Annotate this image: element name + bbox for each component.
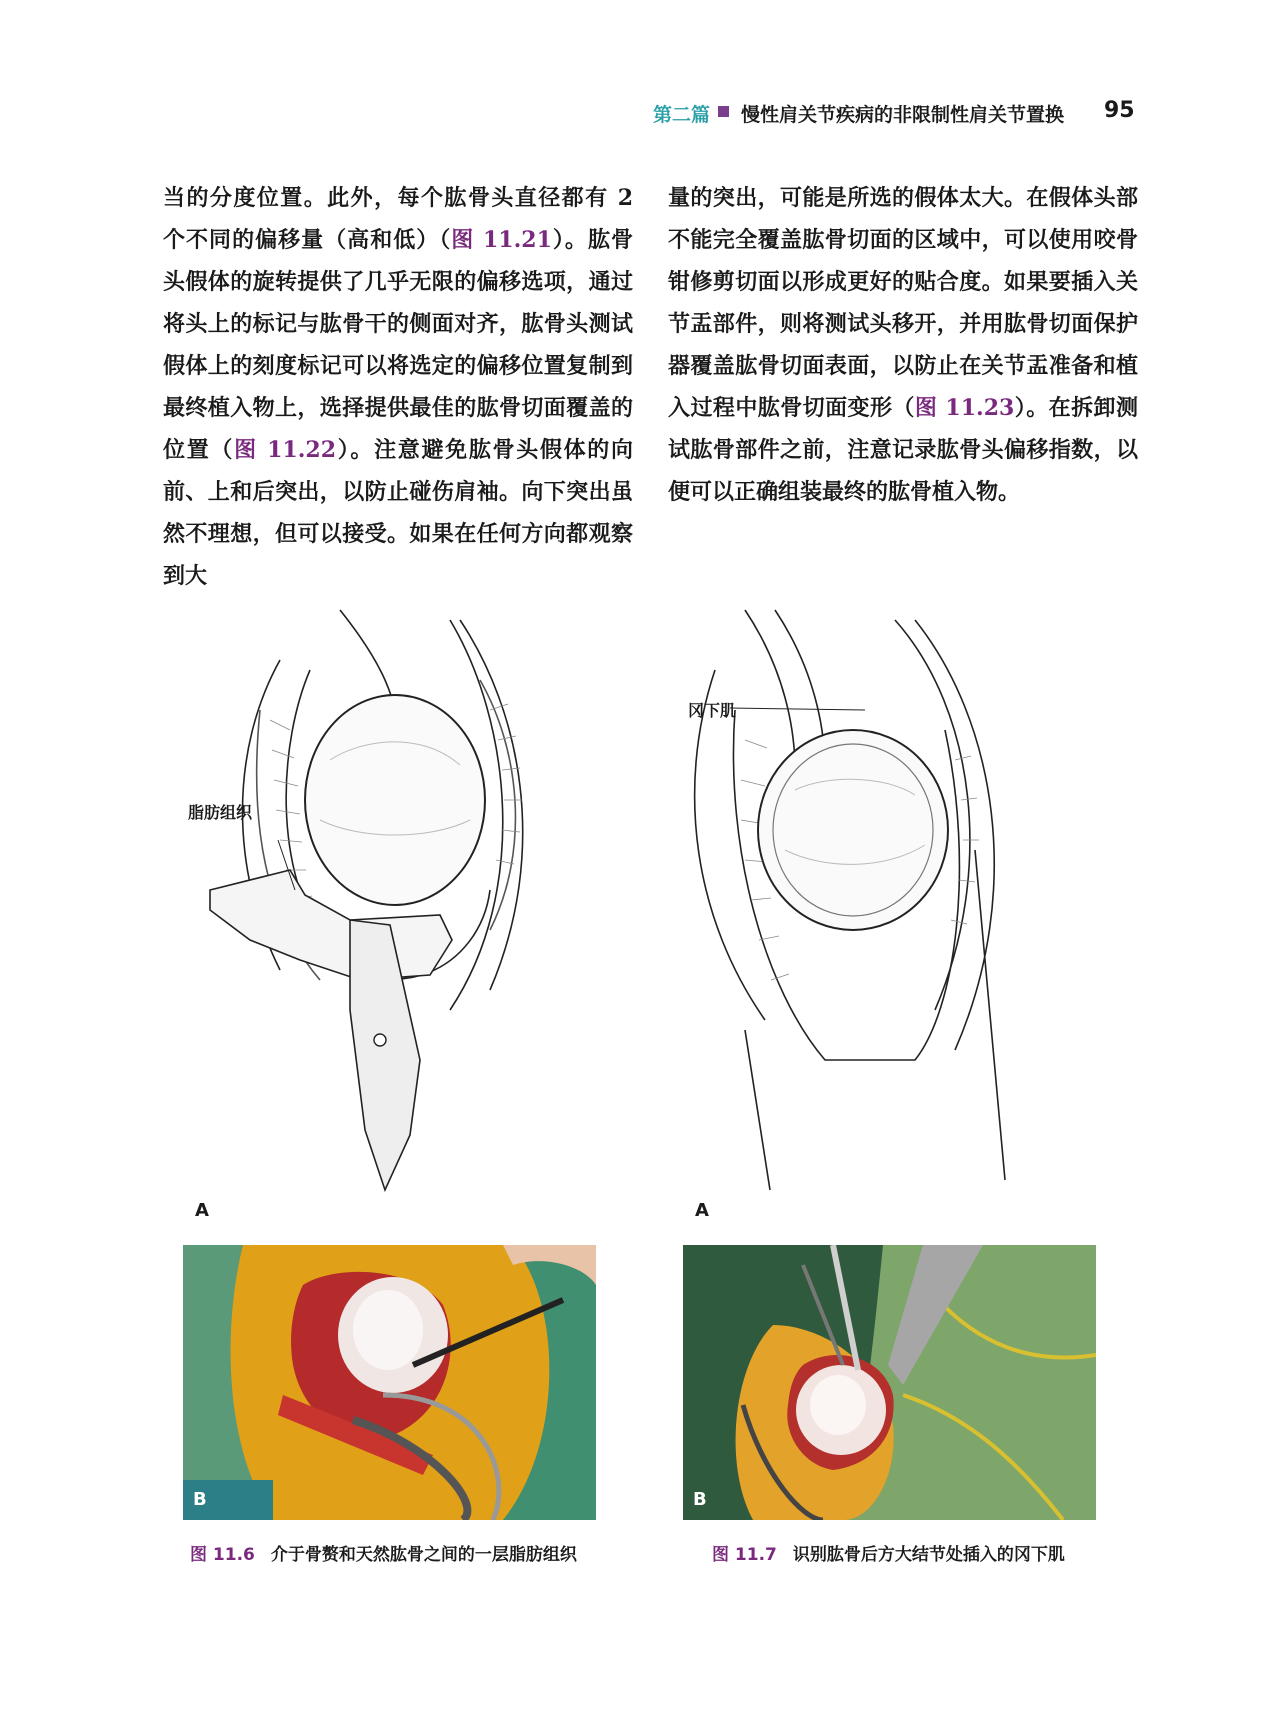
callout-infraspinatus: 冈下肌: [688, 701, 737, 720]
callout-fat-tissue: 脂肪组织: [188, 803, 253, 822]
panel-letter-a-left: A: [195, 1200, 209, 1221]
figure-number: 图 11.7: [712, 1545, 777, 1565]
text-run: ）。肱骨头假体的旋转提供了几乎无限的偏移选项，通过将头上的标记与肱骨干的侧面对齐，肱骨头测试假体上的刻度标记可以将选定的偏移位置复制到最终植入物上，选择提供最佳的肱骨切面覆盖的位置（: [163, 227, 633, 463]
section-label: 第二篇: [653, 104, 711, 126]
figure-caption-11-6: [190, 1540, 577, 1565]
header-square-icon: [718, 106, 729, 117]
panel-letter-a-right: A: [695, 1200, 709, 1221]
surgical-photo-11-7-image: [683, 1245, 1096, 1520]
figure-reference-link[interactable]: 图 11.23: [914, 395, 1015, 421]
surgical-photo-11-6: [183, 1245, 596, 1520]
text-run: ）。注意避免肱骨头假体的向前、上和后突出，以防止碰伤肩袖。向下突出虽然不理想，但可以接受。如果在任何方向都观察到大: [163, 437, 633, 589]
surgical-photo-11-7: [683, 1245, 1096, 1520]
figure-number: 图 11.6: [190, 1545, 255, 1565]
paragraph-right: [668, 177, 1138, 513]
running-header: [0, 100, 1276, 130]
body-column-right: [668, 177, 1138, 513]
surgical-drawing-11-6: [190, 590, 620, 1220]
panel-letter-b-left: B: [193, 1489, 207, 1510]
figure-caption-text: 识别肱骨后方大结节处插入的冈下肌: [792, 1545, 1065, 1565]
surgical-photo-11-6-image: [183, 1245, 596, 1520]
figure-reference-link[interactable]: 图 11.21: [451, 227, 552, 253]
text-run: ）。在拆卸测试肱骨部件之前，注意记录肱骨头偏移指数，以便可以正确组装最终的肱骨植入物。: [668, 395, 1138, 505]
chapter-title: 慢性肩关节疾病的非限制性肩关节置换: [741, 104, 1065, 126]
text-run: 当的分度位置。此外，每个肱骨头直径都有 2 个不同的偏移量（高和低）（: [163, 185, 633, 253]
figure-reference-link[interactable]: 图 11.22: [234, 437, 337, 463]
panel-letter-b-right: B: [693, 1489, 707, 1510]
figure-caption-11-7: [712, 1540, 1065, 1565]
body-column-left: [163, 177, 633, 597]
figure-caption-text: 介于骨赘和天然肱骨之间的一层脂肪组织: [270, 1545, 577, 1565]
text-run: 量的突出，可能是所选的假体太大。在假体头部不能完全覆盖肱骨切面的区域中，可以使用咬骨钳修剪切面以形成更好的贴合度。如果要插入关节盂部件，则将测试头移开，并用肱骨切面保护器覆盖肱骨切面表面，以防止在关节盂准备和植入过程中肱骨切面变形（: [668, 185, 1138, 421]
surgical-drawing-11-7: [675, 590, 1105, 1220]
page-number: 95: [1104, 98, 1135, 123]
paragraph-left: [163, 177, 633, 597]
